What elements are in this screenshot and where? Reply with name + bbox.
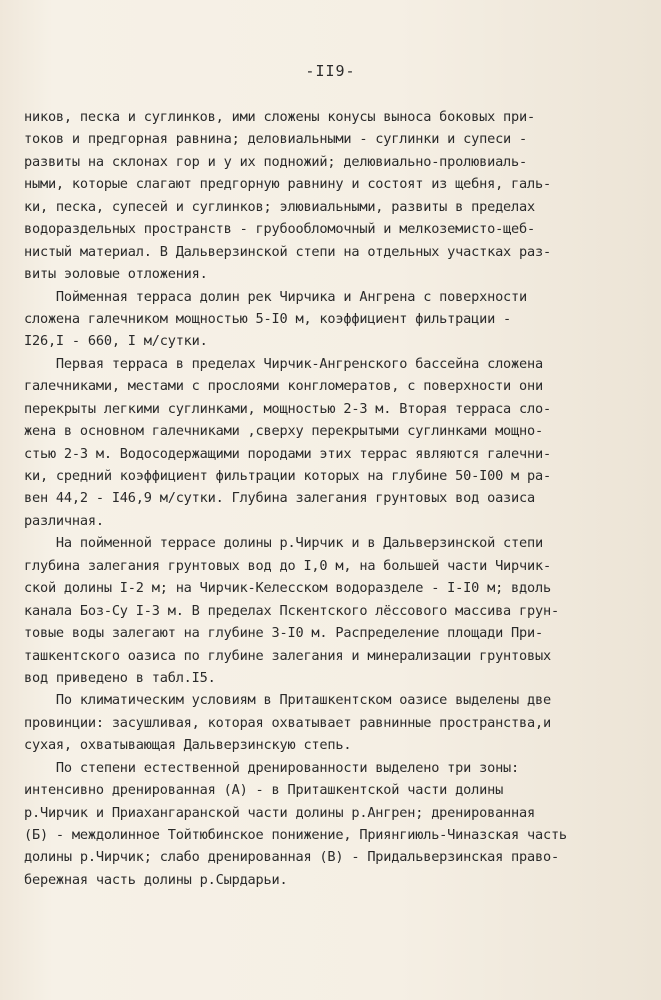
text-line: бережная часть долины р.Сырдарьи. bbox=[24, 871, 288, 888]
body-text bbox=[24, 106, 644, 891]
text-line: галечниками, местами с прослоями конгломератов, с поверхности они bbox=[24, 378, 543, 395]
text-line: канала Боз-Су I-3 м. В пределах Пскентского лёссового массива грун- bbox=[24, 602, 559, 619]
text-line: сухая, охватывающая Дальверзинскую степь. bbox=[24, 737, 352, 754]
text-line: провинции: засушливая, которая охватывает равнинные пространства,и bbox=[24, 714, 551, 731]
text-line: ными, которые слагают предгорную равнину и состоят из щебня, галь- bbox=[24, 176, 551, 193]
text-line: Пойменная терраса долин рек Чирчика и Ангрена с поверхности bbox=[24, 288, 528, 305]
text-line: По степени естественной дренированности выделено три зоны: bbox=[24, 759, 520, 776]
text-line: ской долины I-2 м; на Чирчик-Келесском водоразделе - I-I0 м; вдоль bbox=[24, 580, 551, 597]
text-line: ташкентского оазиса по глубине залегания и минерализации грунтовых bbox=[24, 647, 551, 664]
text-line: сложена галечником мощностью 5-I0 м, коэффициент фильтрации - bbox=[24, 310, 512, 327]
text-line: различная. bbox=[24, 512, 104, 529]
text-line: На пойменной террасе долины р.Чирчик и в Дальверзинской степи bbox=[24, 535, 543, 552]
text-line: токов и предгорная равнина; деловиальными - суглинки и супеси - bbox=[24, 131, 528, 148]
text-line: I26,I - 660, I м/сутки. bbox=[24, 333, 208, 350]
text-line: р.Чирчик и Приахангаранской части долины р.Ангрен; дренированная bbox=[24, 804, 535, 821]
text-line: интенсивно дренированная (А) - в Приташкентской части долины bbox=[24, 782, 504, 799]
text-line: По климатическим условиям в Приташкентском оазисе выделены две bbox=[24, 692, 551, 709]
text-line: развиты на склонах гор и у их подножий; делювиально-пролювиаль- bbox=[24, 153, 528, 170]
text-line: нистый материал. В Дальверзинской степи на отдельных участках раз- bbox=[24, 243, 551, 260]
text-line: долины р.Чирчик; слабо дренированная (В) - Придальверзинская право- bbox=[24, 849, 559, 866]
text-line: водораздельных пространств - грубообломочный и мелкоземисто-щеб- bbox=[24, 221, 535, 238]
text-line: вен 44,2 - I46,9 м/сутки. Глубина залегания грунтовых вод оазиса bbox=[24, 490, 535, 507]
text-line: виты эоловые отложения. bbox=[24, 266, 208, 283]
text-line: жена в основном галечниками ,сверху перекрытыми суглинками мощно- bbox=[24, 423, 543, 440]
text-line: вод приведено в табл.I5. bbox=[24, 669, 216, 686]
text-line: перекрыты легкими суглинками, мощностью 2-3 м. Вторая терраса сло- bbox=[24, 400, 551, 417]
text-line: глубина залегания грунтовых вод до I,0 м, на большей части Чирчик- bbox=[24, 557, 551, 574]
text-line: ки, средний коэффициент фильтрации которых на глубине 50-I00 м ра- bbox=[24, 468, 551, 484]
text-line: товые воды залегают на глубине 3-I0 м. Распределение площади При- bbox=[24, 625, 543, 642]
text-line: стью 2-3 м. Водосодержащими породами этих террас являются галечни- bbox=[24, 445, 551, 462]
text-line: Первая терраса в пределах Чирчик-Ангренского бассейна сложена bbox=[24, 355, 543, 372]
page-number: -II9- bbox=[305, 62, 356, 80]
text-line: ников, песка и суглинков, ими сложены конусы выноса боковых при- bbox=[24, 109, 535, 125]
text-line: (Б) - междолинное Тойтюбинское понижение, Приянгиюль-Чиназская часть bbox=[24, 827, 567, 843]
text-line: ки, песка, супесей и суглинков; элювиальными, развиты в пределах bbox=[24, 198, 535, 215]
